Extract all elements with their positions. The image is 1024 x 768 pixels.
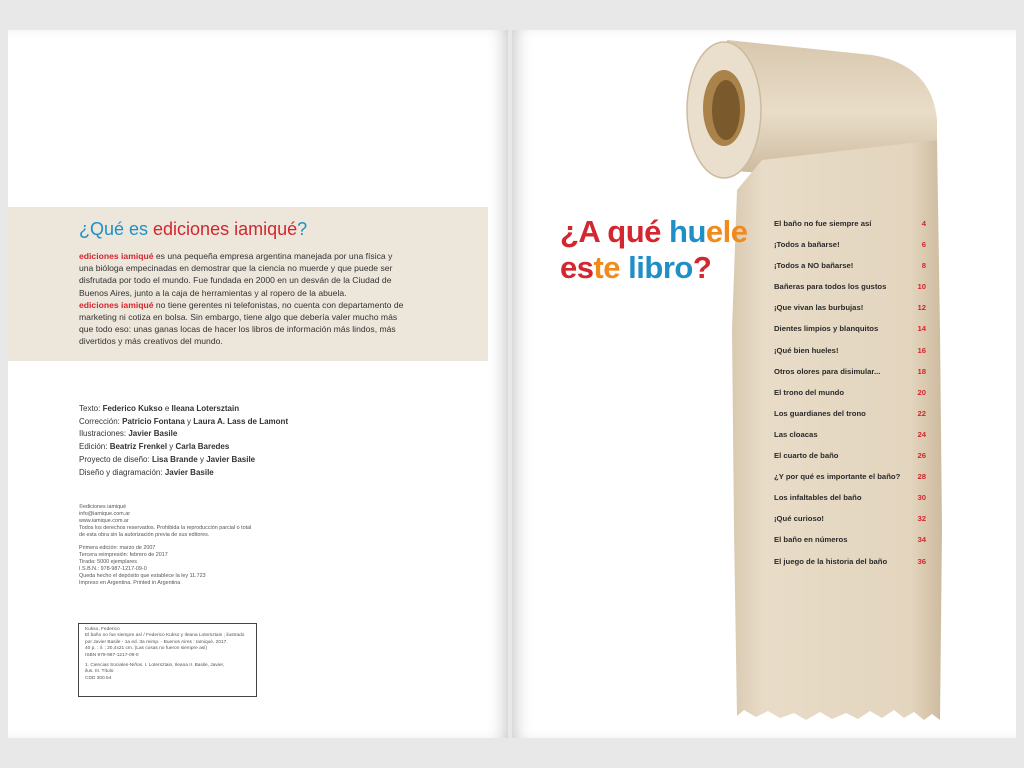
title-segment: es — [560, 250, 594, 285]
about-p1-brand: ediciones iamiqué — [79, 251, 154, 261]
credit-name: Javier Basile — [206, 454, 256, 464]
about-p2-text: no tiene gerentes ni telefonistas, no cuenta con departamento de marketing ni cotiza en bolsa. Sin embargo, tiene algo que debería valer mucho más que todo eso: unas ganas locas de hacer los libros de información más lindos, más divertidos y más creativos del mundo. — [79, 299, 404, 347]
catalog-line: 40 p. : il. ; 20,4x21 cm. (Las cosas no fueron siempre así) — [85, 646, 208, 652]
toc-entry — [774, 557, 926, 578]
toc-entry-page: 26 — [917, 451, 926, 461]
credit-label: Ilustraciones: — [79, 429, 129, 439]
toc-entry-title: Las cloacas — [774, 429, 818, 439]
toc-entry-title: Dientes limpios y blanquitos — [774, 324, 879, 334]
credit-name: Javier Basile — [164, 467, 214, 477]
table-of-contents — [774, 219, 926, 578]
credit-name: Laura A. Lass de Lamont — [193, 416, 289, 426]
toc-entry-title: ¡Todos a bañarse! — [774, 240, 840, 250]
legal-line: www.iamique.com.ar — [79, 518, 129, 524]
legal-block-copyright — [79, 504, 251, 539]
toc-entry-title: El baño no fue siempre así — [774, 219, 872, 228]
legal-line: Tercera reimpresión: febrero de 2017 — [79, 552, 168, 558]
legal-line: Primera edición: marzo de 2007 — [79, 545, 156, 551]
toc-entry — [774, 219, 926, 240]
left-page — [8, 30, 508, 738]
credit-line — [79, 467, 288, 480]
catalog-line: ilus. III. Título — [85, 669, 114, 675]
toc-entry — [774, 430, 926, 451]
about-text — [79, 250, 404, 348]
credit-label: Corrección: — [79, 416, 123, 426]
toc-entry — [774, 303, 926, 324]
credit-connector: y — [167, 442, 176, 452]
toc-entry-page: 34 — [917, 535, 926, 545]
catalog-line: Kukso, Federico — [85, 627, 120, 632]
toc-entry — [774, 451, 926, 472]
right-page — [512, 30, 1016, 738]
credit-line — [79, 403, 288, 416]
toc-entry-page: 18 — [917, 366, 926, 376]
toc-entry-title: ¡Qué bien hueles! — [774, 345, 839, 355]
catalog-line: CDD 300.54 — [85, 675, 112, 681]
toc-entry-page: 16 — [917, 345, 926, 355]
toc-entry-page: 8 — [921, 261, 926, 271]
catalog-record-box — [78, 623, 257, 697]
toc-entry — [774, 282, 926, 303]
title-segment: ele — [705, 214, 748, 249]
legal-line: info@iamique.com.ar — [79, 511, 131, 517]
toc-entry-title: Otros olores para disimular... — [774, 366, 881, 376]
credit-connector: e — [162, 404, 172, 413]
legal-line: ©ediciones iamiqué — [79, 504, 127, 510]
title-segment: ¿A qué — [560, 214, 670, 249]
toc-entry — [774, 535, 926, 556]
toc-entry — [774, 324, 926, 345]
credit-connector: y — [184, 416, 194, 426]
credit-connector: y — [197, 454, 207, 464]
toc-entry-title: ¡Que vivan las burbujas! — [774, 303, 864, 313]
catalog-line: por Javier Basile - 1a ed. 3a reimp. - Buenos Aires : Iamiqué, 2017. — [85, 639, 228, 645]
credit-label: Texto: — [79, 404, 103, 413]
toc-entry-page: 12 — [917, 303, 926, 313]
toc-entry-title: Bañeras para todos los gustos — [774, 282, 887, 292]
catalog-line: ISBN 978-987-1217-09-0 — [85, 652, 139, 658]
legal-line: Tirada: 5000 ejemplares — [79, 559, 137, 565]
about-title-brand: ediciones iamiqué — [153, 219, 298, 239]
credit-line — [79, 428, 288, 441]
about-title-prefix: ¿Qué es — [79, 219, 154, 239]
title-segment: libro — [628, 250, 693, 285]
toc-entry-title: El trono del mundo — [774, 387, 845, 397]
credit-name: Beatriz Frenkel — [109, 442, 168, 452]
toc-entry-page: 6 — [921, 240, 926, 250]
credit-line — [79, 441, 288, 454]
credit-label: Edición: — [79, 442, 110, 452]
legal-line: I.S.B.N.: 978-987-1217-09-0 — [79, 566, 147, 572]
about-title — [79, 219, 307, 240]
toc-entry — [774, 409, 926, 430]
toc-entry — [774, 367, 926, 388]
credit-name: Patricio Fontana — [122, 416, 185, 426]
toc-entry-title: Los guardianes del trono — [774, 408, 866, 418]
title-segment: hu — [669, 214, 706, 249]
credits-list — [79, 403, 288, 479]
toc-entry — [774, 472, 926, 493]
book-title-line-1 — [560, 214, 748, 250]
toc-entry-page: 10 — [917, 282, 926, 292]
credit-name: Federico Kukso — [102, 404, 163, 413]
credit-name: Javier Basile — [128, 429, 178, 439]
about-p2-brand: ediciones iamiqué — [79, 299, 154, 310]
toc-entry — [774, 346, 926, 367]
legal-line: Todos los derechos reservados. Prohibida la reproducción parcial o total — [79, 525, 252, 531]
credit-line — [79, 454, 288, 467]
catalog-line: El baño no fue siempre así / Federico Kukso y Ileana Lotersztain ; ilustrado — [85, 633, 245, 639]
toc-entry-title: ¿Y por qué es importante el baño? — [774, 472, 901, 482]
toc-entry — [774, 261, 926, 282]
legal-block-edition — [79, 545, 251, 587]
credit-name: Lisa Brande — [151, 454, 198, 464]
about-publisher-box — [8, 207, 488, 361]
about-p1-text: es una pequeña empresa argentina manejada por una física y una bióloga empecinadas en demostrar que la ciencia no muerde y que puede ser disfrutada por todo el mundo. Fue fundada en 2000 en un desván de la Ciudad de Buenos Aires, junto a la caja de herramientas y al ropero de la abuela. — [79, 251, 393, 298]
toc-entry-page: 24 — [917, 429, 926, 439]
toc-entry-title: El baño en números — [774, 535, 848, 545]
toc-entry-page: 4 — [921, 219, 926, 228]
title-segment: te — [593, 250, 629, 285]
book-title — [560, 214, 748, 286]
credit-label: Proyecto de diseño: — [79, 454, 152, 464]
catalog-line: 1. Ciencias Sociales-Niños. I. Lotersztain, Ileana II. Basile, Javier, — [85, 663, 225, 669]
toc-entry-page: 32 — [917, 514, 926, 524]
toc-entry-title: El cuarto de baño — [774, 451, 839, 461]
title-segment: ? — [692, 250, 712, 285]
toc-entry-title: El juego de la historia del baño — [774, 556, 888, 566]
toc-entry-page: 14 — [917, 324, 926, 334]
toc-entry-page: 22 — [917, 408, 926, 418]
credit-name: Carla Baredes — [175, 442, 230, 452]
toc-entry — [774, 388, 926, 409]
toc-entry-page: 36 — [917, 556, 926, 566]
about-paragraph-2 — [79, 299, 404, 348]
toc-entry-page: 30 — [917, 493, 926, 503]
legal-info — [79, 504, 251, 587]
toc-entry-title: Los infaltables del baño — [774, 493, 862, 503]
legal-line: Queda hecho el depósito que establece la ley 11.723 — [79, 573, 206, 579]
toc-entry — [774, 240, 926, 261]
about-paragraph-1 — [79, 250, 404, 299]
credit-line — [79, 416, 288, 429]
toc-entry-title: ¡Todos a NO bañarse! — [774, 261, 854, 271]
toc-entry — [774, 514, 926, 535]
legal-line: de esta obra sin la autorización previa de sus editores. — [79, 532, 210, 538]
credit-label: Diseño y diagramación: — [79, 467, 165, 477]
legal-line: Impreso en Argentina. Printed in Argentina — [79, 580, 181, 586]
credit-name: Ileana Lotersztain — [171, 404, 240, 413]
book-title-line-2 — [560, 250, 748, 286]
toc-entry-page: 28 — [917, 472, 926, 482]
toc-entry-page: 20 — [917, 387, 926, 397]
toc-entry — [774, 493, 926, 514]
about-title-suffix: ? — [297, 219, 308, 239]
toc-entry-title: ¡Qué curioso! — [774, 514, 824, 524]
